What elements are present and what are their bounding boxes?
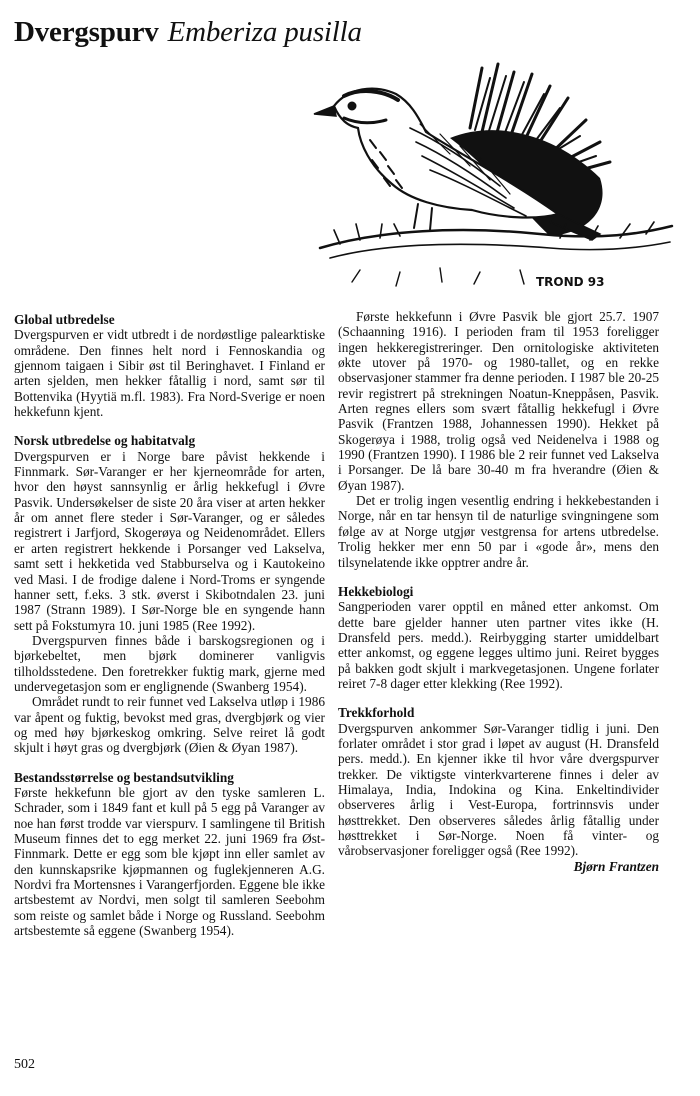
- paragraph: Dvergspurven er vidt utbredt i de nordøstlige palearktiske områdene. Den finnes helt nord i Fennoskandia og gjennom taigaen i Sibir øst til Beringhavet. I Finland er arten sjelden, men hekker fåtallig i nord, samt sør til Bottenvika (Hyytiä m.fl. 1983). Fra Nord-Sverige er noen hekkefunn kjent.: [14, 327, 325, 420]
- section-heading: Global utbredelse: [14, 312, 115, 327]
- illustration-signature: TROND 93: [536, 275, 605, 289]
- paragraph: Første hekkefunn i Øvre Pasvik ble gjort 25.7. 1907 (Schaanning 1916). I perioden fram til 1953 foreligger ingen hekkeregistreringer. Den ornitologiske aktiviteten økte utover på 1970- og 1980-tallet, og en rekke observasjoner stammer fra denne perioden. I 1987 ble 20-25 revir registrert på strekningen Noatun-Kneppåsen, Pasvik. Arten regnes ellers som svært fåtallig hekkefugl i Øvre Pasvik (Frantzen 1988, Johannessen 1990). Hekket på Skogerøya i 1988, trolig også ved Neidenelva i 1988 og 1990 (Frantzen 1990). I 1986 ble 2 reir funnet ved Lakselva i Porsanger. De lå bare 30-40 m fra hverandre (Øien & Øyan 1987).: [338, 309, 659, 493]
- page-title: [14, 14, 362, 50]
- paragraph-continued: Første hekkefunn ble gjort av den tyske samleren L. Schrader, som i 1849 fant et kull på 5 egg på Varanger av noe han først trodde var vierspurv. I samlingene til British Museum finnes det to egg merket 22. juni 1969 fra Øst-Finnmark. Dette er egg som ble kjøpt inn eller samlet av den kunnskapsrike kjøpmannen og fuglekjenneren A.G. Nordvi fra Mortensnes i Varangerfjorden. Eggene ble ikke artsbestemt av Nordvi, men solgt til samleren Seebohm som reiste og samlet både i Norge og Russland. Seebohm artsbestemte så eggene (Swanberg 1954).: [14, 784, 325, 939]
- paragraph: Dvergspurven er i Norge bare påvist hekkende i Finnmark. Sør-Varanger er her kjerneområde for arten, hvor den høyst sannsynlig er årlig hekkefugl i Øvre Pasvik. Undersøkelser de siste 20 åra viser at arten hekker år om annet flere steder i Sør-Varanger, og er således registrert i Jarfjord, Skogerøya og Neidenområdet. Ellers er arten registrert hekkende i Porsanger ved Lakselva, samt sett i hekketida ved Stabburselva og i Kautokeino ved Masi. I de frodige dalene i Nord-Troms er syngende hanner sett, f.eks. 3 stk. øverst i Skibotndalen 23. juni 1987 (Strann 1989). I Sør-Norge ble en syngende hann sett på Fokstumyra 10. juni 1985 (Ree 1992).: [14, 448, 325, 633]
- section-heading: Trekkforhold: [338, 705, 415, 721]
- author-signature: Bjørn Frantzen: [573, 858, 659, 874]
- species-common-name: Dvergspurv: [14, 16, 159, 48]
- section-bestand-cont: [338, 309, 659, 570]
- paragraph: Sangperioden varer opptil en måned etter ankomst. Om dette bare gjelder hanner uten partner vites ikke (H. Dransfeld pers. medd.). Reirbygging starter umiddelbart etter ankomst, og eggene legges ultimo juni. Reiret bygges på bakken godt skjult i markvegetasjonen. Ungene forlater reiret 7-8 dager etter klekking (Ree 1992).: [338, 599, 659, 691]
- page-number: 502: [14, 1057, 35, 1072]
- paragraph: Dvergspurven ankommer Sør-Varanger tidlig i juni. Den forlater området i stor grad i løpet av august (H. Dransfeld pers. medd.). En kjenner ikke til hvor våre dvergspurver trekker. De viktigste vinterkvarterene finnes i deler av Himalaya, India, Indokina og Kina. Enkeltindivider observeres årlig i Vest-Europa, fortrinnsvis under høsttrekket. Den observeres således årlig fåtallig under høsttrekket i Sør-Norge. Noen få vinter- og vårobservasjoner foreligger også (Ree 1992).: [338, 720, 659, 859]
- section-global: [14, 312, 325, 419]
- paragraph: Det er trolig ingen vesentlig endring i hekkebestanden i Norge, når en tar hensyn til de naturlige svingningene som følge av at Norge utgjør vestgrensa for artens utbredelse. Trolig hekker mer enn 50 par i «gode år», mens den tilsynelatende ikke opptrer andre år.: [338, 493, 659, 570]
- left-column: [14, 312, 325, 952]
- section-heading: Bestandsstørrelse og bestandsutvikling: [14, 769, 234, 785]
- right-column: [338, 309, 659, 888]
- paragraph: Området rundt to reir funnet ved Lakselva utløp i 1986 var åpent og fuktig, bevokst med gras, dvergbjørk og vier og med høy bjørkeskog omkring. Selve reiret lå godt skjult i høyt gras og dvergbjørk (Øien & Øyan 1987).: [14, 694, 325, 756]
- paragraph: Dvergspurven finnes både i barskogsregionen og i bjørkebeltet, men bjørk dominerer vanligvis tilholdsstedene. Den foretrekker fuktig mark, gjerne med undervegetasjon som er englignende (Swanberg 1954).: [14, 632, 325, 694]
- section-norsk: [14, 433, 325, 755]
- section-hekkebiologi: [338, 584, 659, 691]
- section-trekk: [338, 705, 659, 874]
- section-heading: Hekkebiologi: [338, 583, 414, 599]
- section-bestand: [14, 770, 325, 939]
- section-heading: Norsk utbredelse og habitatvalg: [14, 433, 196, 449]
- bird-illustration: [300, 58, 692, 298]
- species-latin-name: Emberiza pusilla: [167, 16, 362, 48]
